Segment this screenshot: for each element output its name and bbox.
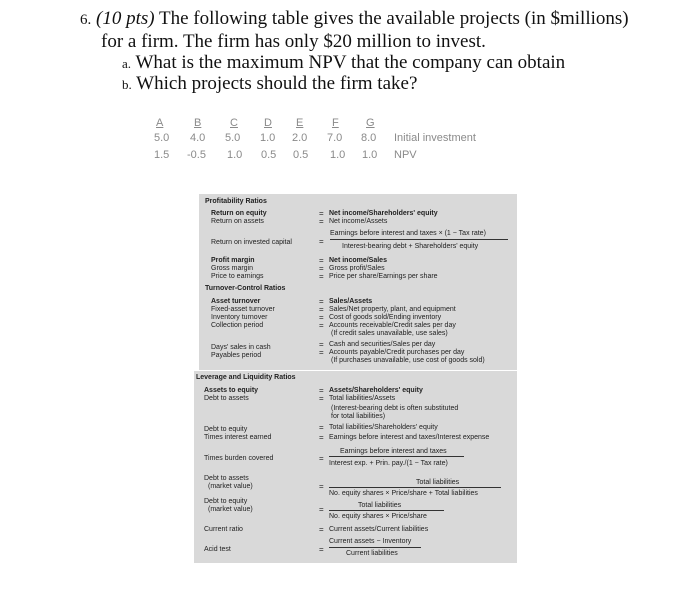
equals-sign: = [319,321,324,330]
equals-sign: = [319,256,324,265]
dta-market-denominator: No. equity shares × Price/share + Total liabilities [329,490,478,497]
current-ratio-formula: Current assets/Current liabilities [329,526,429,533]
debt-to-equity-formula: Total liabilities/Shareholders' equity [329,424,438,431]
equals-sign: = [319,305,324,314]
investment-value: 5.0 [154,132,170,144]
project-header: F [332,117,339,129]
fixed-asset-turnover-formula: Sales/Net property, plant, and equipment [329,306,456,313]
collection-period-note: (If credit sales unavailable, use sales) [331,330,448,337]
equals-sign: = [319,482,324,491]
dte-market-label-2: (market value) [208,506,253,513]
question-part-a [122,52,565,75]
times-interest-label: Times interest earned [204,434,272,441]
project-header: E [296,117,304,129]
project-header: A [156,117,164,129]
asset-turnover-label: Asset turnover [211,298,261,305]
roe-formula: Net income/Shareholders' equity [329,210,438,217]
equals-sign: = [319,209,324,218]
npv-label: NPV [394,149,417,161]
project-header: D [264,117,272,129]
part-a-label: a. [122,56,132,71]
dta-market-numerator: Total liabilities [416,479,460,486]
equals-sign: = [319,264,324,273]
payables-period-note: (If purchases unavailable, use cost of goods sold) [331,357,485,364]
acid-test-numerator: Current assets − Inventory [329,538,412,545]
question-number: 6. [80,12,92,28]
equals-sign: = [319,340,324,349]
npv-value: -0.5 [187,149,206,161]
equals-sign: = [319,423,324,432]
debt-to-assets-note-2: for total liabilities) [331,413,386,420]
question-points: (10 pts) [96,8,155,29]
dte-market-label-1: Debt to equity [204,498,248,505]
investment-value: 4.0 [190,132,206,144]
fraction-line [329,510,444,511]
equals-sign: = [319,272,324,281]
acid-test-label: Acid test [204,546,231,553]
times-interest-formula: Earnings before interest and taxes/Interest expense [329,434,490,441]
leverage-title: Leverage and Liquidity Ratios [196,374,296,381]
assets-to-equity-formula: Assets/Shareholders' equity [329,387,423,394]
project-header: C [230,117,238,129]
profit-margin-label: Profit margin [211,257,255,264]
roa-label: Return on assets [211,218,264,225]
roic-numerator: Earnings before interest and taxes × (1 − Tax rate) [330,230,486,237]
days-cash-label: Days' sales in cash [211,344,271,351]
fraction-line [329,487,501,488]
equals-sign: = [319,348,324,357]
fixed-asset-turnover-label: Fixed-asset turnover [211,306,275,313]
times-burden-label: Times burden covered [204,455,274,462]
question-part-b [122,73,417,96]
part-a-text: What is the maximum NPV that the company can obtain [135,52,566,73]
question-line-1 [80,8,629,31]
pe-label: Price to earnings [211,273,264,280]
part-b-label: b. [122,77,132,92]
investment-value: 2.0 [292,132,308,144]
pe-formula: Price per share/Earnings per share [329,273,438,280]
assets-to-equity-label: Assets to equity [204,387,259,394]
days-cash-formula: Cash and securities/Sales per day [329,341,436,348]
question-line-1-text: The following table gives the available projects (in $millions) [159,8,629,29]
equals-sign: = [319,394,324,403]
inventory-turnover-formula: Cost of goods sold/Ending inventory [329,314,442,321]
npv-value: 1.0 [330,149,346,161]
roe-label: Return on equity [211,210,267,217]
ratios-panel-top [199,194,517,370]
equals-sign: = [319,297,324,306]
acid-test-denominator: Current liabilities [346,550,398,557]
collection-period-label: Collection period [211,322,264,329]
investment-value: 8.0 [361,132,377,144]
equals-sign: = [319,386,324,395]
equals-sign: = [319,454,324,463]
collection-period-formula: Accounts receivable/Credit sales per day [329,322,456,329]
payables-period-formula: Accounts payable/Credit purchases per day [329,349,465,356]
dta-market-label-2: (market value) [208,483,253,490]
npv-value: 1.0 [362,149,378,161]
dte-market-numerator: Total liabilities [358,502,402,509]
roa-formula: Net income/Assets [329,218,388,225]
project-header: B [194,117,202,129]
npv-value: 0.5 [293,149,309,161]
npv-value: 0.5 [261,149,277,161]
gross-margin-formula: Gross profit/Sales [329,265,385,272]
roic-label: Return on invested capital [211,239,292,246]
profitability-title: Profitability Ratios [205,198,267,205]
question-line-2: for a firm. The firm has only $20 million to invest. [101,31,486,52]
debt-to-assets-formula: Total liabilities/Assets [329,395,396,402]
npv-value: 1.5 [154,149,170,161]
debt-to-assets-label: Debt to assets [204,395,249,402]
asset-turnover-formula: Sales/Assets [329,298,373,305]
investment-value: 1.0 [260,132,276,144]
fraction-line [329,456,464,457]
current-ratio-label: Current ratio [204,526,243,533]
fraction-line [330,239,508,240]
equals-sign: = [319,545,324,554]
debt-to-assets-note-1: (Interest-bearing debt is often substituted [331,405,459,412]
dta-market-label-1: Debt to assets [204,475,249,482]
npv-value: 1.0 [227,149,243,161]
inventory-turnover-label: Inventory turnover [211,314,268,321]
investment-label: Initial investment [394,132,476,144]
gross-margin-label: Gross margin [211,265,254,272]
equals-sign: = [319,237,324,246]
project-header: G [366,117,375,129]
roic-denominator: Interest-bearing debt + Shareholders' equity [342,243,479,250]
investment-value: 7.0 [327,132,343,144]
equals-sign: = [319,525,324,534]
dte-market-denominator: No. equity shares × Price/share [329,513,427,520]
equals-sign: = [319,217,324,226]
turnover-title: Turnover-Control Ratios [205,285,286,292]
times-burden-numerator: Earnings before interest and taxes [340,448,447,455]
investment-value: 5.0 [225,132,241,144]
profit-margin-formula: Net income/Sales [329,257,387,264]
fraction-line [329,547,421,548]
equals-sign: = [319,433,324,442]
payables-period-label: Payables period [211,352,262,359]
equals-sign: = [319,313,324,322]
equals-sign: = [319,505,324,514]
times-burden-denominator: Interest exp. + Prin. pay./(1 − Tax rate) [329,460,448,467]
debt-to-equity-label: Debt to equity [204,426,248,433]
part-b-text: Which projects should the firm take? [136,73,418,94]
ratios-panel-bottom [194,371,517,563]
